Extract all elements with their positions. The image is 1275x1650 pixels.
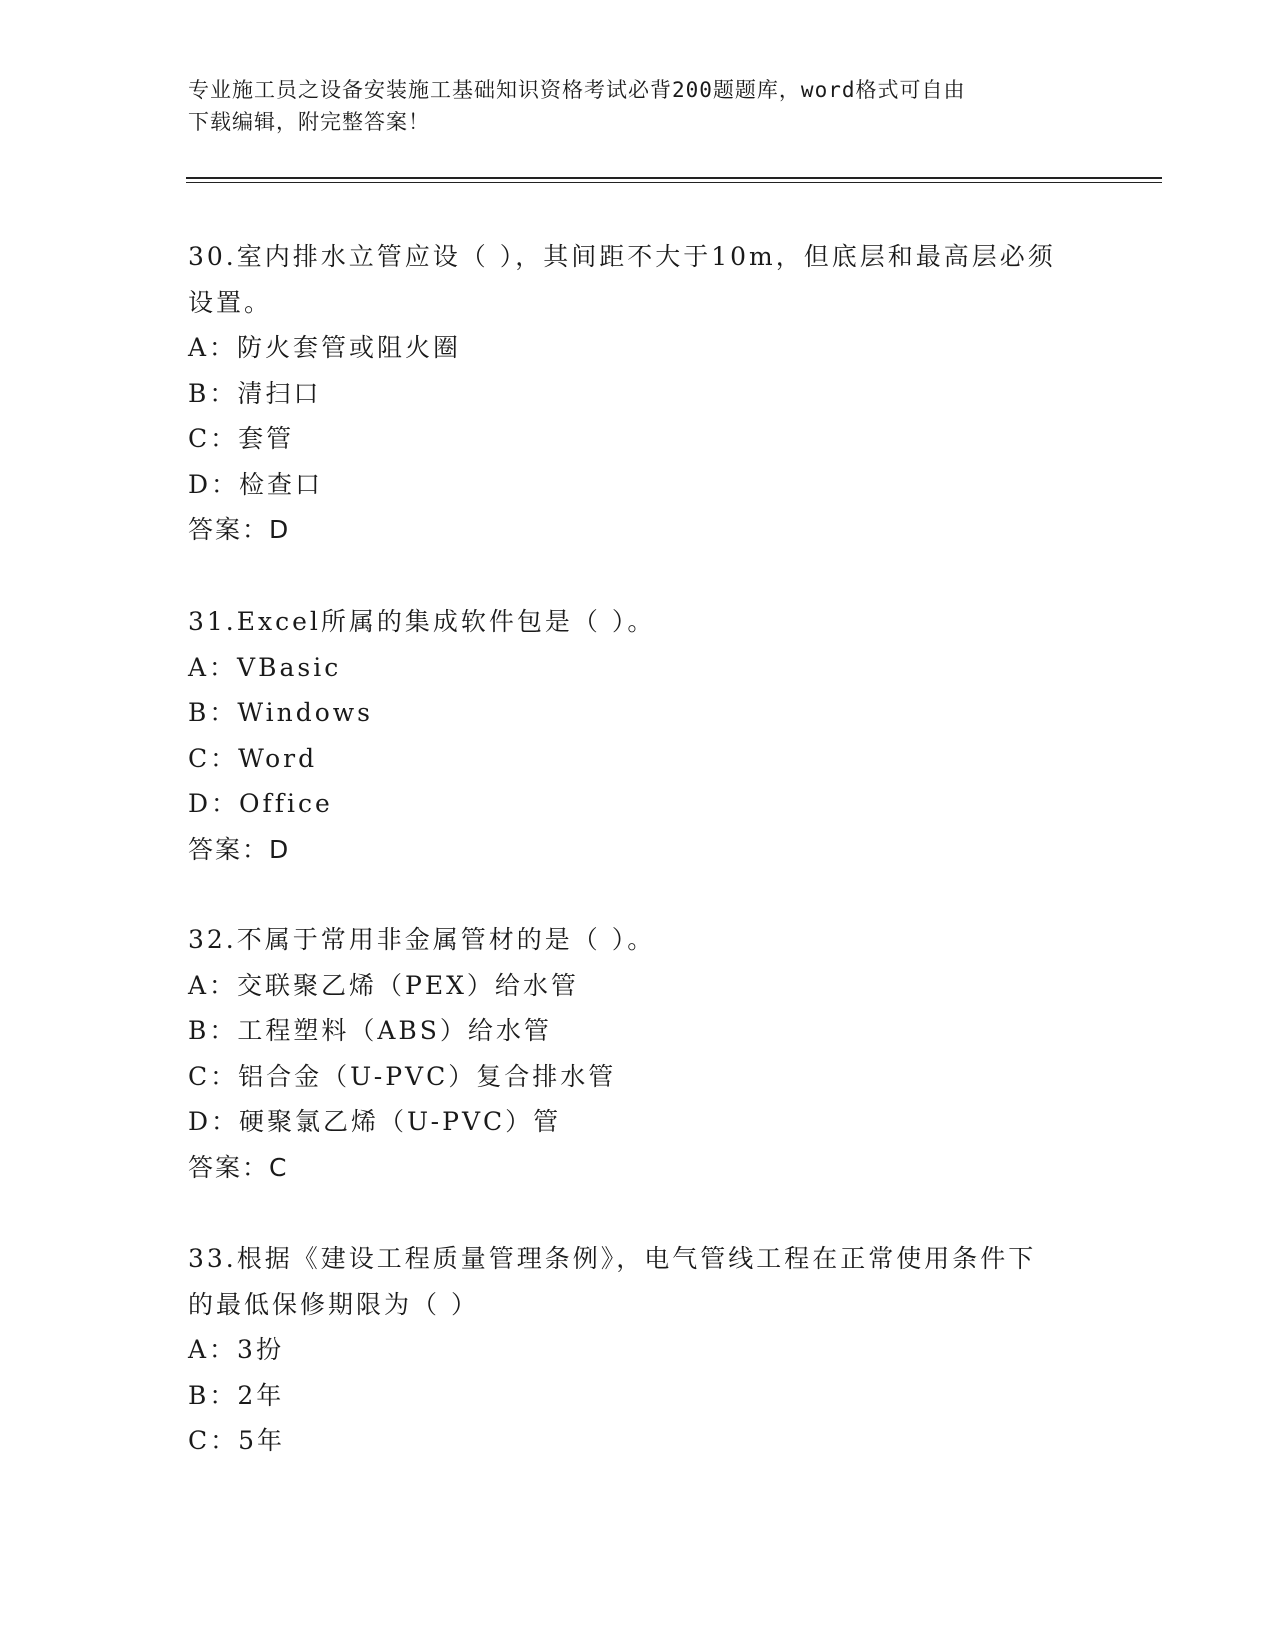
option-c: C：5年 [188,1426,286,1455]
question-33 [188,1236,1088,1464]
option-d: D：硬聚氯乙烯（U-PVC）管 [188,1107,562,1136]
header-line-1: 专业施工员之设备安装施工基础知识资格考试必背200题题库，word格式可自由 [188,78,966,102]
question-stem-line: 30.室内排水立管应设（ ），其间距不大于10m，但底层和最高层必须 [188,242,1056,271]
answer-line: 答案：C [188,1152,289,1182]
option-c: C：Word [188,743,318,773]
option-b: B：Windows [188,698,374,727]
option-a: A：防火套管或阻火圈 [188,333,462,362]
question-stem-line: 设置。 [188,287,273,317]
question-stem-line: 31.Excel所属的集成软件包是（ ）。 [188,607,656,636]
question-stem-line: 32.不属于常用非金属管材的是（ ）。 [188,925,656,954]
header-divider-thick [186,177,1162,179]
header-divider-thin [186,182,1162,183]
question-31 [188,599,1088,872]
question-stem-line: 的最低保修期限为（ ） [188,1289,479,1319]
answer-line: 答案：D [188,834,291,864]
option-b: B：2年 [188,1380,285,1410]
option-c: C：铝合金（U-PVC）复合排水管 [188,1061,617,1091]
option-d: D：Office [188,789,333,818]
header-line-2: 下载编辑，附完整答案！ [188,110,430,134]
option-d: D：检查口 [188,469,324,499]
question-30 [188,234,1088,553]
option-a: A：交联聚乙烯（PEX）给水管 [188,970,579,1000]
question-stem-line: 33.根据《建设工程质量管理条例》，电气管线工程在正常使用条件下 [188,1244,1037,1273]
option-c: C：套管 [188,424,295,453]
document-header [188,74,1088,138]
option-a: A：VBasic [188,652,342,682]
option-b: B：工程塑料（ABS）给水管 [188,1016,552,1045]
option-b: B：清扫口 [188,378,322,408]
question-32 [188,917,1088,1190]
option-a: A：3扮 [188,1335,284,1364]
answer-line: 答案：D [188,515,291,544]
